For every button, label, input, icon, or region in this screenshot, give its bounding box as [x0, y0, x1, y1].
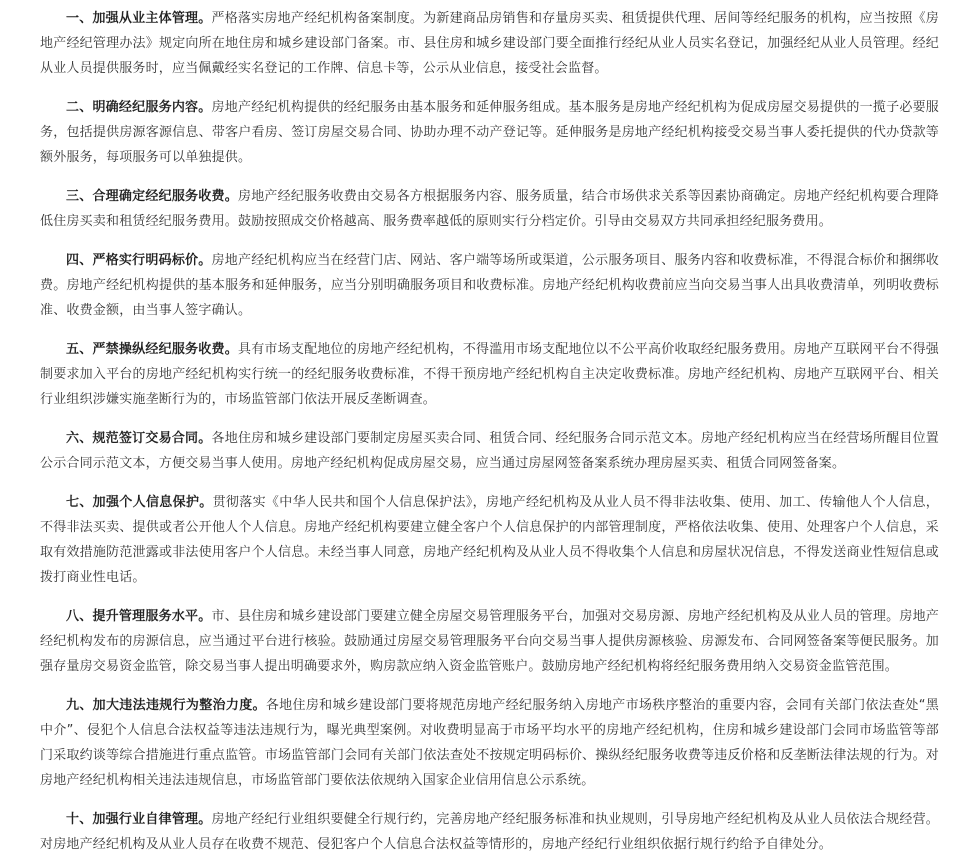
paragraph-heading: 一、加强从业主体管理。	[66, 11, 212, 26]
paragraph-4	[40, 248, 939, 323]
paragraph-text: 严格落实房地产经纪机构备案制度。为新建商品房销售和存量房买卖、租赁提供代理、居间等经纪服务的机构，应当按照《房地产经纪管理办法》规定向所在地住房和城乡建设部门备案。市、县住房和城乡建设部门要全面推行经纪从业人员实名登记，加强经纪从业人员管理。经纪从业人员提供服务时，应当佩戴经实名登记的工作牌、信息卡等，公示从业信息，接受社会监督。	[40, 11, 939, 76]
paragraph-heading: 八、提升管理服务水平。	[66, 609, 212, 624]
paragraph-heading: 七、加强个人信息保护。	[66, 495, 213, 510]
paragraph-10	[40, 807, 939, 857]
paragraph-text: 市、县住房和城乡建设部门要建立健全房屋交易管理服务平台，加强对交易房源、房地产经纪机构及从业人员的管理。房地产经纪机构发布的房源信息，应当通过平台进行核验。鼓励通过房屋交易管理服务平台向交易当事人提供房源核验、房源发布、合同网签备案等便民服务。加强存量房交易资金监管，除交易当事人提出明确要求外，购房款应纳入资金监管账户。鼓励房地产经纪机构将经纪服务费用纳入交易资金监管范围。	[40, 609, 939, 674]
paragraph-heading: 三、合理确定经纪服务收费。	[66, 189, 238, 204]
paragraph-heading: 九、加大违法违规行为整治力度。	[66, 698, 266, 713]
paragraph-text: 房地产经纪机构提供的经纪服务由基本服务和延伸服务组成。基本服务是房地产经纪机构为促成房屋交易提供的一揽子必要服务，包括提供房源客源信息、带客户看房、签订房屋交易合同、协助办理不动产登记等。延伸服务是房地产经纪机构接受交易当事人委托提供的代办贷款等额外服务，每项服务可以单独提供。	[40, 100, 939, 165]
paragraph-heading: 六、规范签订交易合同。	[66, 431, 212, 446]
paragraph-text: 房地产经纪机构应当在经营门店、网站、客户端等场所或渠道，公示服务项目、服务内容和收费标准，不得混合标价和捆绑收费。房地产经纪机构提供的基本服务和延伸服务，应当分别明确服务项目和收费标准。房地产经纪机构收费前应当向交易当事人出具收费清单，列明收费标准、收费金额，由当事人签字确认。	[40, 253, 939, 318]
paragraph-heading: 五、严禁操纵经纪服务收费。	[66, 342, 238, 357]
paragraph-heading: 四、严格实行明码标价。	[66, 253, 212, 268]
paragraph-heading: 二、明确经纪服务内容。	[66, 100, 212, 115]
paragraph-8	[40, 604, 939, 679]
paragraph-7	[40, 490, 939, 590]
paragraph-3	[40, 184, 939, 234]
paragraph-text: 各地住房和城乡建设部门要制定房屋买卖合同、租赁合同、经纪服务合同示范文本。房地产经纪机构应当在经营场所醒目位置公示合同示范文本，方便交易当事人使用。房地产经纪机构促成房屋交易，应当通过房屋网签备案系统办理房屋买卖、租赁合同网签备案。	[40, 431, 939, 471]
paragraph-2	[40, 95, 939, 170]
paragraph-text: 贯彻落实《中华人民共和国个人信息保护法》，房地产经纪机构及从业人员不得非法收集、使用、加工、传输他人个人信息，不得非法买卖、提供或者公开他人个人信息。房地产经纪机构要建立健全客户个人信息保护的内部管理制度，严格依法收集、使用、处理客户个人信息，采取有效措施防范泄露或非法使用客户个人信息。未经当事人同意，房地产经纪机构及从业人员不得收集个人信息和房屋状况信息，不得发送商业性短信息或拨打商业性电话。	[40, 495, 939, 585]
paragraph-5	[40, 337, 939, 412]
paragraph-text: 各地住房和城乡建设部门要将规范房地产经纪服务纳入房地产市场秩序整治的重要内容，会同有关部门依法查处“黑中介”、侵犯个人信息合法权益等违法违规行为，曝光典型案例。对收费明显高于市场平均水平的房地产经纪机构，住房和城乡建设部门会同市场监管等部门采取约谈等综合措施进行重点监管。市场监管部门会同有关部门依法查处不按规定明码标价、操纵经纪服务收费等违反价格和反垄断法律法规的行为。对房地产经纪机构相关违法违规信息，市场监管部门要依法依规纳入国家企业信用信息公示系统。	[40, 698, 939, 788]
paragraph-heading: 十、加强行业自律管理。	[66, 812, 212, 827]
paragraph-text: 房地产经纪行业组织要健全行规行约，完善房地产经纪服务标准和执业规则，引导房地产经纪机构及从业人员依法合规经营。对房地产经纪机构及从业人员存在收费不规范、侵犯客户个人信息合法权益等情形的，房地产经纪行业组织依据行规行约给予自律处分。	[40, 812, 939, 852]
paragraph-9	[40, 693, 939, 793]
paragraph-text: 房地产经纪服务收费由交易各方根据服务内容、服务质量，结合市场供求关系等因素协商确定。房地产经纪机构要合理降低住房买卖和租赁经纪服务费用。鼓励按照成交价格越高、服务费率越低的原则实行分档定价。引导由交易双方共同承担经纪服务费用。	[40, 189, 939, 229]
paragraph-text: 具有市场支配地位的房地产经纪机构，不得滥用市场支配地位以不公平高价收取经纪服务费用。房地产互联网平台不得强制要求加入平台的房地产经纪机构实行统一的经纪服务收费标准，不得干预房地产经纪机构自主决定收费标准。房地产经纪机构、房地产互联网平台、相关行业组织涉嫌实施垄断行为的，市场监管部门依法开展反垄断调查。	[40, 342, 939, 407]
paragraph-1	[40, 6, 939, 81]
paragraph-6	[40, 426, 939, 476]
